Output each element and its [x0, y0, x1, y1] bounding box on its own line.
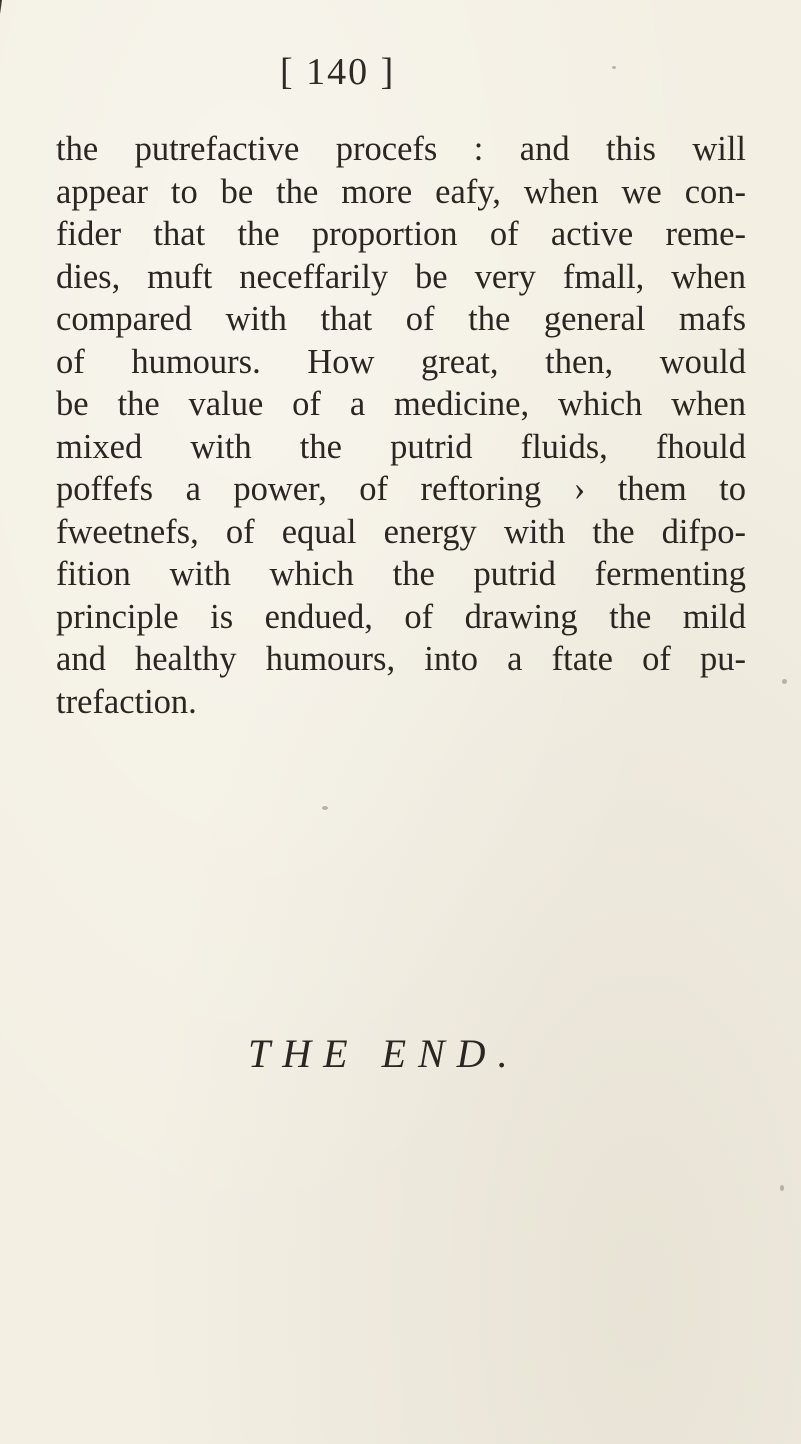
paper-speck — [780, 1185, 784, 1191]
the-end-heading: THE END. — [248, 1031, 520, 1076]
text-line: appear to be the more eafy, when we con- — [56, 172, 746, 211]
text-line: fition with which the putrid fermenting — [56, 555, 746, 593]
body-paragraph — [56, 128, 746, 723]
paper-speck — [612, 66, 616, 69]
paper-speck — [782, 679, 787, 684]
text-line: fider that the proportion of active reme- — [56, 215, 746, 253]
text-line: trefaction. — [56, 682, 197, 721]
text-line: be the value of a medicine, which when — [56, 385, 746, 423]
text-line: fweetnefs, of equal energy with the difpo- — [56, 512, 746, 551]
text-line: dies, muft neceffarily be very fmall, when — [56, 257, 746, 296]
text-line: mixed with the putrid fluids, fhould — [56, 427, 746, 466]
page-number: [ 140 ] — [280, 51, 396, 93]
text-line: the putrefactive procefs : and this will — [56, 130, 746, 168]
text-line: of humours. How great, then, would — [56, 342, 746, 381]
text-line: principle is endued, of drawing the mild — [56, 597, 746, 636]
page-edge-mark — [0, 0, 12, 40]
text-line: and healthy humours, into a ftate of pu- — [56, 640, 746, 678]
text-line: compared with that of the general mafs — [56, 300, 746, 338]
paper-speck — [322, 806, 328, 810]
text-line: poffefs a power, of reftoring › them to — [56, 470, 746, 508]
